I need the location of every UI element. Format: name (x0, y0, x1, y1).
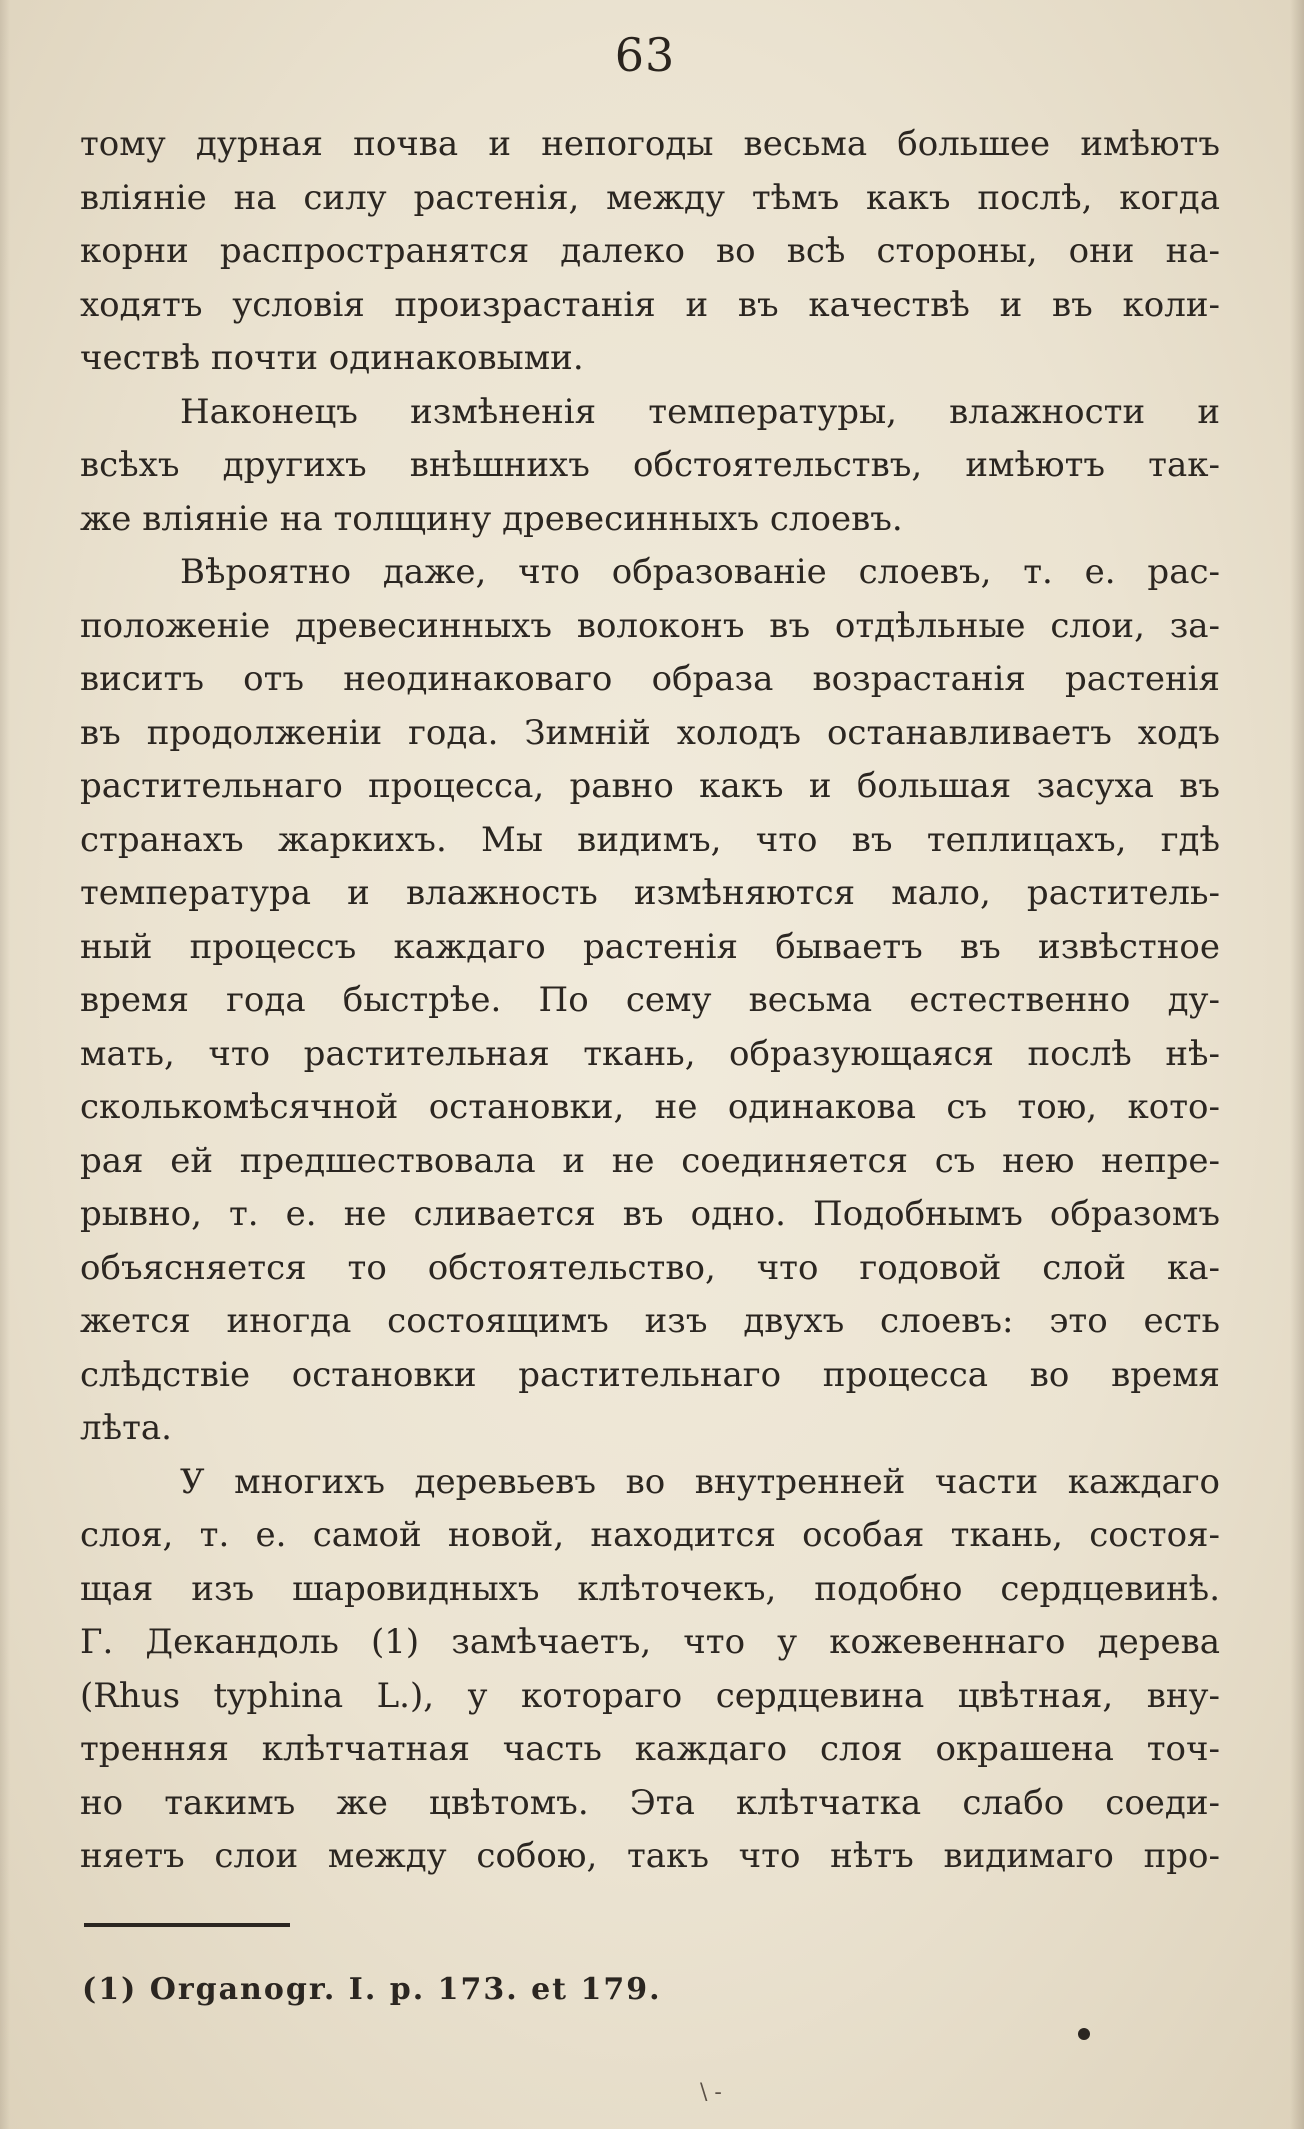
page-number: 63 (614, 28, 676, 82)
text-line: У многихъ деревьевъ во внутренней части каждаго (180, 1461, 1220, 1502)
text-line: странахъ жаркихъ. Мы видимъ, что въ теплицахъ, гдѣ (80, 819, 1220, 860)
text-line: ходятъ условія произрастанія и въ качествѣ и въ коли- (80, 284, 1220, 325)
text-line: корни распространятся далеко во всѣ стороны, они на- (80, 231, 1220, 271)
text-line: щая изъ шаровидныхъ клѣточекъ, подобно сердцевинѣ. (80, 1568, 1220, 1609)
text-line: объясняется то обстоятельство, что годовой слой ка- (80, 1247, 1220, 1288)
text-line: рая ей предшествовала и не соединяется съ нею непре- (80, 1140, 1220, 1181)
text-line: (Rhus typhina L.), у котораго сердцевина цвѣтная, вну- (80, 1675, 1220, 1716)
text-line: въ продолженіи года. Зимній холодъ останавливаетъ ходъ (80, 712, 1220, 753)
text-line: время года быстрѣе. По сему весьма естественно ду- (80, 980, 1220, 1020)
text-line: Г. Декандоль (1) замѣчаетъ, что у кожевеннаго дерева (80, 1622, 1220, 1662)
body-text (80, 118, 1220, 1884)
text-line: же вліяніе на толщину древесинныхъ слоевъ. (80, 498, 903, 539)
text-line: растительнаго процесса, равно какъ и большая засуха въ (80, 766, 1220, 806)
text-line: слоя, т. е. самой новой, находится особая ткань, состоя- (80, 1515, 1220, 1555)
text-line: рывно, т. е. не сливается въ одно. Подобнымъ образомъ (80, 1194, 1220, 1234)
text-line: виситъ отъ неодинаковаго образа возрастанія растенія (80, 659, 1220, 699)
text-line: мать, что растительная ткань, образующаяся послѣ нѣ- (80, 1033, 1220, 1074)
text-line: тренняя клѣтчатная часть каждаго слоя окрашена точ- (80, 1729, 1220, 1769)
page-edge-shadow-left (0, 0, 10, 2129)
text-line: сколькомѣсячной остановки, не одинакова съ тою, кото- (80, 1087, 1220, 1127)
footnote-divider (84, 1923, 290, 1927)
text-line: всѣхъ другихъ внѣшнихъ обстоятельствъ, имѣютъ так- (80, 445, 1220, 485)
text-line: слѣдствіе остановки растительнаго процесса во время (80, 1354, 1220, 1395)
text-line: жется иногда состоящимъ изъ двухъ слоевъ: это есть (80, 1301, 1220, 1341)
text-line: няетъ слои между собою, такъ что нѣтъ видимаго про- (80, 1836, 1220, 1876)
text-line: но такимъ же цвѣтомъ. Эта клѣтчатка слабо соеди- (80, 1782, 1220, 1823)
text-line: положеніе древесинныхъ волоконъ въ отдѣльные слои, за- (80, 605, 1220, 646)
text-line: Наконецъ измѣненія температуры, влажности и (180, 391, 1220, 432)
text-line: температура и влажность измѣняются мало, раститель- (80, 873, 1220, 913)
page-mark: \ - (700, 2080, 722, 2105)
text-line: чествѣ почти одинаковыми. (80, 338, 584, 378)
text-line: вліяніе на силу растенія, между тѣмъ какъ послѣ, когда (80, 177, 1220, 218)
text-line: лѣта. (80, 1408, 172, 1448)
text-line: ный процессъ каждаго растенія бываетъ въ извѣстное (80, 926, 1220, 967)
footnote: (1) Organogr. I. p. 173. et 179. (82, 1972, 662, 2007)
page-edge-shadow-right (1290, 0, 1304, 2129)
text-line: тому дурная почва и непогоды весьма большее имѣютъ (80, 124, 1220, 164)
text-line: Вѣроятно даже, что образованіе слоевъ, т. е. рас- (180, 552, 1220, 592)
ink-spot (1078, 2028, 1090, 2040)
